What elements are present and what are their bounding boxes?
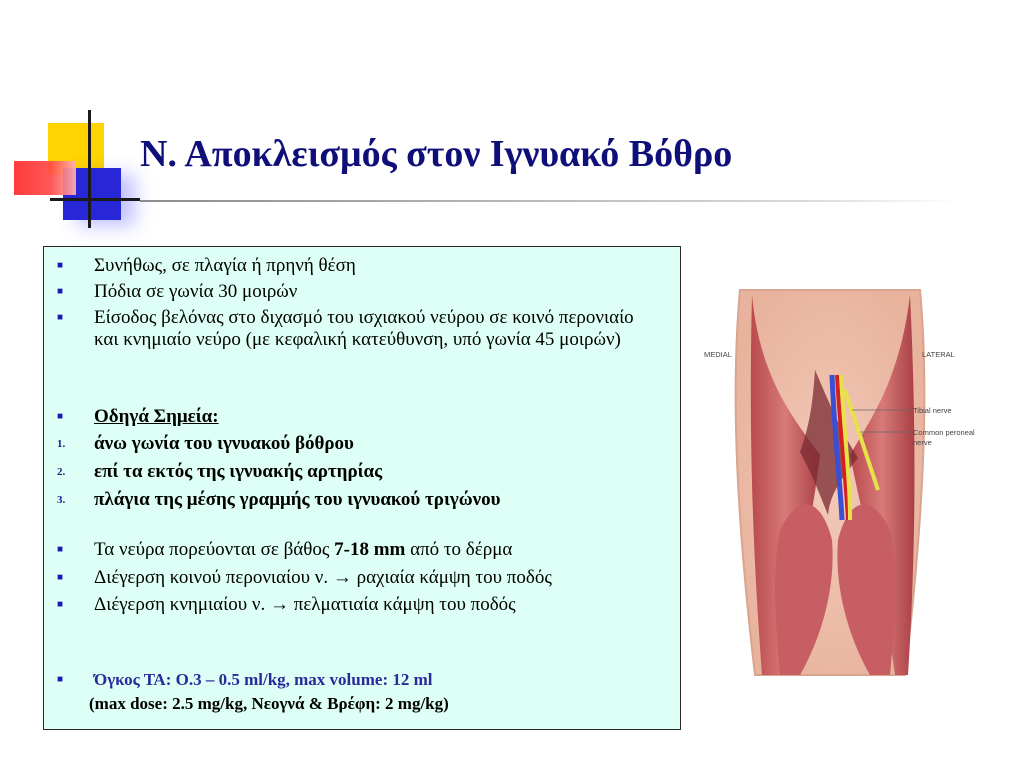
content-box: ■ Συνήθως, σε πλαγία ή πρηνή θέση ■ Πόδια σε γωνία 30 μοιρών ■ Είσοδος βελόνας στο διχασμό του ισχιακού νεύρου σε κοινό περονιαίο και κνημιαίο νεύρο (με κεφαλική κατεύθυνση, υπό γωνία 45 μοιρών) ■ Οδηγά Σημεία: 1. άνω γωνία του ιγνυακού βόθρου 2. επί τα εκτός της ιγνυακής αρτηρίας 3. πλάγια της μέσης γραμμής του ιγνυακού τριγώνου ■ Τα νεύρα πορεύονται σε βάθος 7-18 mm από το δέρμα ■ Διέγερση κοινού περονιαίου ν. → ραχιαία κάμψη του ποδός ■ Διέγερση κνημιαίου ν. → πελματιαία κάμψη του ποδός ■ Όγκος ΤΑ: Ο.3 – 0.5 ml/kg, max volume: 12 ml (max dose: 2.5 mg/kg, Νεογνά & Βρέφη: 2 mg/kg)	[43, 246, 681, 730]
square-bullet-icon: ■	[57, 572, 64, 583]
slide-title: Ν. Αποκλεισμός στον Ιγνυακό Βόθρο	[140, 133, 733, 175]
medial-label: MEDIAL	[704, 350, 732, 359]
depth-value: 7-18 mm	[334, 539, 406, 560]
square-bullet-icon: ■	[57, 286, 64, 297]
square-bullet-icon: ■	[57, 260, 64, 271]
tibial-nerve-label: Tibial nerve	[913, 406, 952, 415]
square-bullet-icon: ■	[57, 674, 64, 685]
depth-suffix: από το δέρμα	[405, 539, 513, 560]
decor-horizontal-line	[50, 198, 140, 201]
popliteal-fossa-illustration	[700, 280, 975, 680]
decor-red-bar	[14, 161, 76, 195]
popliteal-anatomy-svg	[700, 280, 970, 680]
depth-prefix: Τα νεύρα πορεύονται σε βάθος	[94, 539, 335, 560]
square-bullet-icon: ■	[57, 599, 64, 610]
square-bullet-icon: ■	[57, 544, 64, 555]
common-peroneal-label-2: nerve	[913, 438, 932, 447]
decor-vertical-line	[88, 110, 91, 228]
common-peroneal-label: Common peroneal	[913, 428, 975, 437]
lateral-label: LATERAL	[922, 350, 955, 359]
title-underline	[140, 200, 960, 202]
square-bullet-icon: ■	[57, 312, 64, 323]
square-bullet-icon: ■	[57, 411, 64, 422]
